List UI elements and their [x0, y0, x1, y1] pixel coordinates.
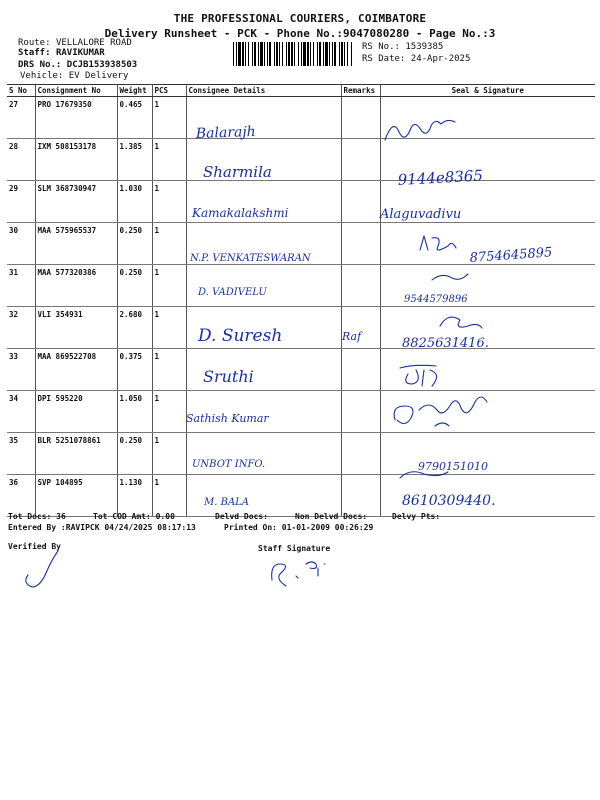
cell-pcs: 1	[152, 433, 186, 475]
consignee-handwriting: Kamakalakshmi	[192, 206, 289, 220]
seal-handwriting: 9790151010	[418, 460, 488, 473]
non-delvd-docs: Non Delvd Docs:	[295, 512, 368, 521]
remarks-handwriting: Raf	[342, 330, 362, 343]
col-weight: Weight	[117, 85, 152, 97]
tot-docs: Tot Docs: 36	[8, 512, 66, 521]
runsheet-subtitle: Delivery Runsheet - PCK - Phone No.:9047080280 - Page No.:3	[104, 27, 496, 40]
vehicle-label: Vehicle:	[20, 71, 64, 81]
cell-consignment: PRO 17679350	[35, 97, 117, 139]
staff-signature-scribble	[272, 562, 325, 586]
delvy-pts: Delvy Pts:	[392, 512, 441, 521]
entered-by: Entered By :RAVIPCK 04/24/2025 08:17:13	[8, 523, 196, 532]
cell-sno: 36	[7, 475, 35, 517]
cell-pcs: 1	[152, 97, 186, 139]
rs-date-label: RS Date:	[362, 54, 406, 64]
cell-sno: 34	[7, 391, 35, 433]
cell-consignment: MAA 869522708	[35, 349, 117, 391]
cell-weight: 0.250	[117, 223, 152, 265]
staff-label: Staff:	[18, 48, 51, 58]
vehicle-value: EV Delivery	[68, 71, 129, 81]
rs-no-value: 1539385	[405, 42, 444, 52]
cell-pcs: 1	[152, 307, 186, 349]
cell-consignment: MAA 575965537	[35, 223, 117, 265]
drs-value: DCJB153938503	[66, 60, 138, 70]
drs-label: DRS No.:	[18, 60, 62, 70]
consignee-handwriting: M. BALA	[204, 497, 250, 508]
col-sno: S No	[7, 85, 35, 97]
route-label: Route:	[18, 38, 51, 48]
cell-consignment: SLM 368730947	[35, 181, 117, 223]
cell-weight: 1.050	[117, 391, 152, 433]
cell-consignment: IXM 508153178	[35, 139, 117, 181]
printed-on: Printed On: 01-01-2009 00:26:29	[224, 523, 374, 532]
cell-pcs: 1	[152, 223, 186, 265]
cell-pcs: 1	[152, 475, 186, 517]
cell-consignment: MAA 577320386	[35, 265, 117, 307]
cell-weight: 0.250	[117, 433, 152, 475]
signature-scribble	[385, 120, 455, 140]
col-seal: Seal & Signature	[380, 85, 595, 97]
verified-checkmark	[26, 551, 58, 587]
cell-sno: 29	[7, 181, 35, 223]
signature-scribble	[440, 317, 482, 328]
cell-sno: 31	[7, 265, 35, 307]
seal-handwriting: 9144e8365	[397, 166, 484, 189]
cell-sno: 32	[7, 307, 35, 349]
col-consignment: Consignment No	[35, 85, 117, 97]
consignee-handwriting: Sharmila	[203, 163, 272, 181]
delvd-docs: Delvd Docs:	[215, 512, 268, 521]
consignee-handwriting: N.P. VENKATESWARAN	[190, 253, 311, 264]
cell-pcs: 1	[152, 349, 186, 391]
cell-pcs: 1	[152, 391, 186, 433]
seal-handwriting: Alaguvadivu	[380, 207, 462, 222]
cell-weight: 1.030	[117, 181, 152, 223]
route-value: VELLALORE ROAD	[55, 38, 132, 48]
company-title: THE PROFESSIONAL COURIERS, COIMBATORE	[173, 12, 427, 25]
col-consignee: Consignee Details	[186, 85, 341, 97]
cell-pcs: 1	[152, 139, 186, 181]
staff-value: RAVIKUMAR	[55, 48, 105, 58]
consignee-handwriting: Balarajh	[195, 123, 256, 142]
cell-weight: 2.680	[117, 307, 152, 349]
cell-weight: 0.375	[117, 349, 152, 391]
cell-consignment: DPI 595220	[35, 391, 117, 433]
seal-handwriting: 8610309440.	[402, 493, 496, 509]
rs-no-label: RS No.:	[362, 42, 400, 52]
cell-pcs: 1	[152, 181, 186, 223]
cell-sno: 33	[7, 349, 35, 391]
cell-weight: 1.130	[117, 475, 152, 517]
cell-consignment: SVP 104895	[35, 475, 117, 517]
seal-handwriting: 8754645895	[469, 245, 553, 266]
cell-weight: 0.250	[117, 265, 152, 307]
signature-scribble	[432, 274, 468, 280]
cell-consignment: BLR 5251078861	[35, 433, 117, 475]
signature-scribble	[394, 397, 487, 426]
cell-weight: 1.385	[117, 139, 152, 181]
staff-signature-label: Staff Signature	[258, 544, 331, 553]
tot-cod: Tot COD Amt: 0.00	[93, 512, 175, 521]
consignee-handwriting: D. VADIVELU	[198, 287, 267, 298]
signature-scribble	[420, 236, 456, 250]
cell-consignment: VLI 354931	[35, 307, 117, 349]
cell-sno: 27	[7, 97, 35, 139]
cell-sno: 28	[7, 139, 35, 181]
seal-handwriting: 9544579896	[404, 294, 468, 305]
verified-by-label: Verified By	[8, 542, 61, 551]
rs-date-value: 24-Apr-2025	[410, 54, 471, 64]
signature-scribble	[400, 365, 437, 386]
consignee-handwriting: UNBOT INFO.	[192, 459, 266, 470]
consignee-handwriting: D. Suresh	[198, 326, 283, 346]
cell-sno: 30	[7, 223, 35, 265]
cell-sno: 35	[7, 433, 35, 475]
col-pcs: PCS	[152, 85, 186, 97]
cell-pcs: 1	[152, 265, 186, 307]
cell-weight: 0.465	[117, 97, 152, 139]
consignee-handwriting: Sathish Kumar	[186, 412, 269, 425]
consignee-handwriting: Sruthi	[203, 367, 254, 386]
col-remarks: Remarks	[341, 85, 380, 97]
seal-handwriting: 8825631416.	[402, 336, 489, 351]
